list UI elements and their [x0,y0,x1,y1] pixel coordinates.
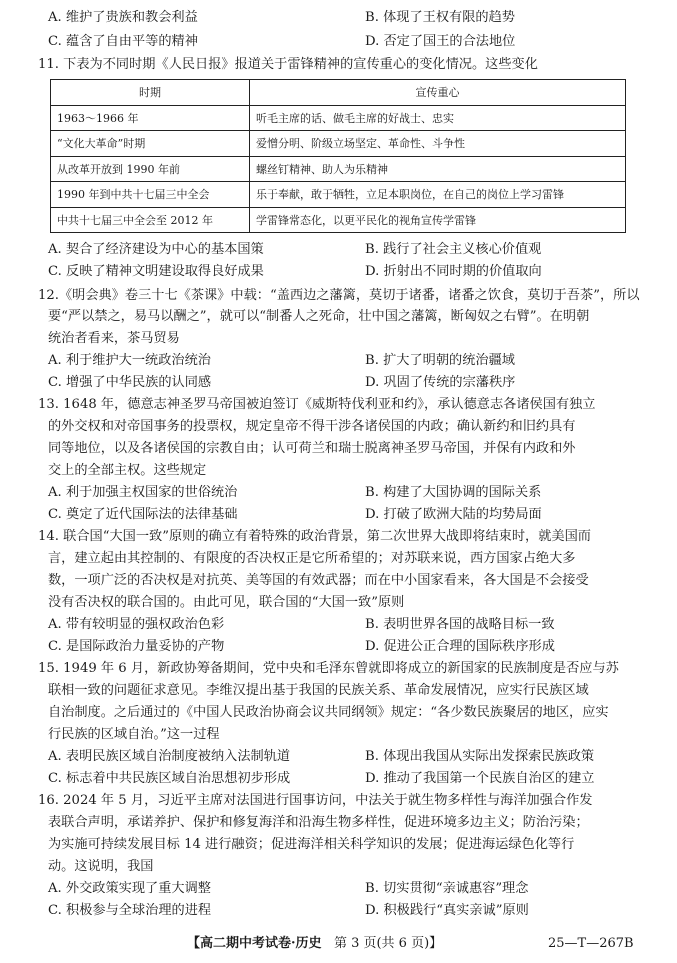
q14-option-d: D. 促进公正合理的国际秩序形成 [365,639,555,654]
q14-option-b: B. 表明世界各国的战略目标一致 [365,617,555,632]
footer-exam-title: 【高二期中考试卷·历史 [187,936,322,951]
q10-option-a: A. 维护了贵族和教会利益 [48,10,198,25]
q15-option-a: A. 表明民族区域自治制度被纳入法制轨道 [48,749,291,764]
q15-option-c: C. 标志着中共民族区域自治思想初步形成 [48,771,291,786]
q16-option-a: A. 外交政策实现了重大调整 [48,881,211,896]
q16-stem-line-2: 表联合声明，承诺养护、保护和修复海洋和沿海生物多样性，促进环境多边主义；防治污染； [48,815,589,830]
table-header-row [51,80,626,106]
footer-page-number: 第 3 页(共 6 页)】 [333,936,443,951]
q12-stem-line-2: 要“严以禁之，易马以酬之”，就可以“制番人之死命，壮中国之藩篱，断匈奴之右臂”。在明朝 [48,309,590,324]
q15-stem-line-4: 行民族的区域自治。”这一过程 [48,727,220,742]
q15-option-d: D. 推动了我国第一个民族自治区的建立 [365,771,595,786]
table-cell-focus: 爱憎分明、阶级立场坚定、革命性、斗争性 [250,131,626,157]
q10-option-d: D. 否定了国王的合法地位 [365,34,516,49]
q10-option-b: B. 体现了王权有限的趋势 [365,10,515,25]
q12-option-c: C. 增强了中华民族的认同感 [48,375,212,390]
q11-option-c: C. 反映了精神文明建设取得良好成果 [48,264,264,279]
table-cell-focus: 听毛主席的话、做毛主席的好战士、忠实 [250,105,626,131]
q14-stem-line-1: 14. 联合国“大国一致”原则的确立有着特殊的政治背景，第二次世界大战即将结束时，就美国而 [38,529,591,544]
q11-stem: 11. 下表为不同时期《人民日报》报道关于雷锋精神的宣传重心的变化情况。这些变化 [38,57,538,72]
q13-stem-line-2: 的外交权和对帝国事务的投票权，规定皇帝不得干涉各诸侯国的内政；确认新约和旧约具有 [48,419,576,434]
q14-stem-line-4: 没有否决权的联合国的。由此可见，联合国的“大国一致”原则 [48,595,405,610]
table-cell-period: 1963～1966 年 [51,105,250,131]
q11-option-d: D. 折射出不同时期的价值取向 [365,264,542,279]
q16-option-d: D. 积极践行“真实亲诚”原则 [365,903,529,918]
q11-option-a: A. 契合了经济建设为中心的基本国策 [48,242,264,257]
q14-stem-line-2: 言，建立起由其控制的、有限度的否决权正是它所希望的；对苏联来说，西方国家占绝大多 [48,551,576,566]
q14-stem-line-3: 数，一项广泛的否决权是对抗英、美等国的有效武器；而在中小国家看来，各大国是不会接受 [48,573,589,588]
q16-stem-line-3: 为实施可持续发展目标 14 进行融资；促进海洋相关科学知识的发展；促进海运绿色化等行 [48,837,575,852]
q16-option-c: C. 积极参与全球治理的进程 [48,903,212,918]
q13-option-c: C. 奠定了近代国际法的法律基础 [48,507,238,522]
table-row [51,131,626,157]
table-cell-period: 1990 年到中共十七届三中全会 [51,182,250,208]
q11-table [50,79,626,233]
q15-stem-line-2: 联相一致的问题征求意见。李维汉提出基于我国的民族关系、革命发展情况，应实行民族区域 [48,683,589,698]
q15-stem-line-1: 15. 1949 年 6 月，新政协筹备期间，党中央和毛泽东曾就即将成立的新国家的民族制度是否应与苏 [38,661,619,676]
q14-option-a: A. 带有较明显的强权政治色彩 [48,617,225,632]
q12-option-d: D. 巩固了传统的宗藩秩序 [365,375,516,390]
table-cell-focus: 学雷锋常态化，以更平民化的视角宣传学雷锋 [250,207,626,233]
q10-option-c: C. 蕴含了自由平等的精神 [48,34,198,49]
table-row [51,207,626,233]
q13-option-a: A. 利于加强主权国家的世俗统治 [48,485,238,500]
table-row [51,105,626,131]
q16-stem-line-1: 16. 2024 年 5 月，习近平主席对法国进行国事访问，中法关于就生物多样性与海洋加强合作发 [38,793,593,808]
q12-stem-line-3: 统治者看来，茶马贸易 [48,331,180,346]
q15-stem-line-3: 自治制度。之后通过的《中国人民政治协商会议共同纲领》规定：“各少数民族聚居的地区，应实 [48,705,609,720]
table-header-focus: 宣传重心 [250,80,626,106]
footer-title-group [187,935,442,953]
q12-option-b: B. 扩大了明朝的统治疆域 [365,353,515,368]
q13-stem-line-4: 交上的全部主权。这些规定 [48,463,207,478]
q13-option-d: D. 打破了欧洲大陆的均势局面 [365,507,542,522]
table-cell-period: 中共十七届三中全会至 2012 年 [51,207,250,233]
table-header-period: 时期 [51,80,250,106]
table-row [51,156,626,182]
q16-stem-line-4: 动。这说明，我国 [48,859,154,874]
table-cell-period: “文化大革命”时期 [51,131,250,157]
q14-option-c: C. 是国际政治力量妥协的产物 [48,639,225,654]
table-row [51,182,626,208]
q15-option-b: B. 体现出我国从实际出发探索民族政策 [365,749,595,764]
table-cell-focus: 螺丝钉精神、助人为乐精神 [250,156,626,182]
q11-option-b: B. 践行了社会主义核心价值观 [365,242,542,257]
q12-stem-line-1: 12.《明会典》卷三十七《茶课》中载：“盖西边之藩篱，莫切于诸番，诸番之饮食，莫切于吾茶”，所以 [38,288,640,303]
table-cell-period: 从改革开放到 1990 年前 [51,156,250,182]
q12-option-a: A. 利于维护大一统政治统治 [48,353,211,368]
q13-stem-line-1: 13. 1648 年，德意志神圣罗马帝国被迫签订《威斯特伐利亚和约》，承认德意志各诸侯国有独立 [38,397,596,412]
q13-stem-line-3: 同等地位，以及各诸侯国的宗教自由；认可荷兰和瑞士脱离神圣罗马帝国，并保有内政和外 [48,441,576,456]
q16-option-b: B. 切实贯彻“亲诚惠容”理念 [365,881,529,896]
q13-option-b: B. 构建了大国协调的国际关系 [365,485,542,500]
footer-paper-code: 25—T—267B [548,936,634,951]
table-cell-focus: 乐于奉献，敢于牺牲，立足本职岗位，在自己的岗位上学习雷锋 [250,182,626,208]
